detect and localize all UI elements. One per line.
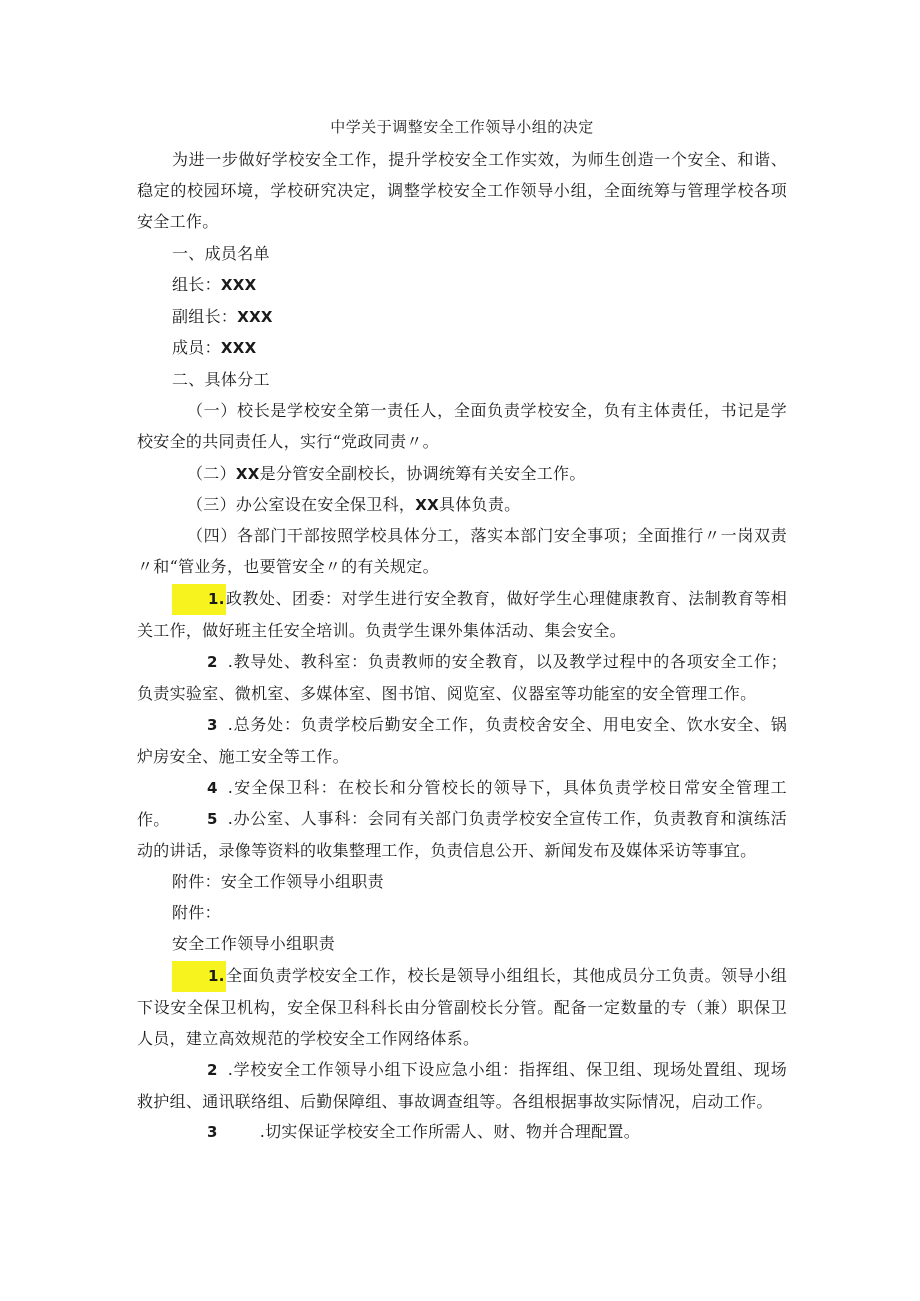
- members-line: [172, 332, 257, 364]
- division-3-text: 具体负责。: [438, 495, 521, 514]
- division-3-prefix: （三）办公室设在安全保卫科，: [187, 495, 416, 514]
- duty-text: .办公室、人事科：会同有关部门负责学校安全宣传工作，负责教育和演练活动的讲话，录像等资料的收集整理工作，负责信息公开、新闻发布及媒体采访等事宜。: [137, 809, 787, 860]
- members-value: XXX: [220, 339, 257, 357]
- responsibility-text: .学校安全工作领导小组下设应急小组：指挥组、保卫组、现场处置组、现场救护组、通讯联络组、后勤保障组、事故调查组等。各组根据事故实际情况，启动工作。: [137, 1060, 787, 1111]
- responsibility-number: 1.: [172, 961, 226, 992]
- attachment-label: 附件：: [172, 903, 221, 922]
- duty-number: 2: [207, 653, 218, 671]
- attachment-title: 安全工作领导小组职责: [172, 934, 336, 953]
- duty-item-3: [137, 709, 787, 772]
- division-item-3: [187, 489, 520, 521]
- division-item-1: （一）校长是学校安全第一责任人，全面负责学校安全，负有主体责任，书记是学校安全的共同责任人，实行“党政同责〃。: [137, 401, 787, 451]
- deputy-value: XXX: [237, 308, 273, 326]
- duty-number: 5: [207, 810, 218, 828]
- division-3-name: XX: [415, 496, 439, 514]
- deputy-line: [172, 301, 273, 333]
- section-heading-division: 二、具体分工: [172, 370, 270, 389]
- duty-text: .总务处：负责学校后勤安全工作，负责校舍安全、用电安全、饮水安全、锅炉房安全、施工安全等工作。: [137, 715, 787, 766]
- responsibility-text: .切实保证学校安全工作所需人、财、物并合理配置。: [259, 1122, 641, 1141]
- division-2-text: 是分管安全副校长，协调统筹有关安全工作。: [259, 464, 586, 483]
- responsibility-number: 2: [207, 1061, 218, 1079]
- responsibility-item-2: [137, 1054, 787, 1117]
- responsibility-text: 全面负责学校安全工作，校长是领导小组组长，其他成员分工负责。领导小组下设安全保卫机构，安全保卫科科长由分管副校长分管。配备一定数量的专（兼）职保卫人员，建立高效规范的学校安全工作网络体系。: [137, 966, 787, 1048]
- duty-number: 4: [207, 779, 218, 797]
- deputy-label: 副组长：: [172, 307, 238, 326]
- duty-number: 3: [207, 716, 218, 734]
- responsibility-item-1: [137, 960, 787, 1054]
- duty-item-1: [137, 583, 787, 646]
- attachment-reference: 附件：安全工作领导小组职责: [172, 872, 384, 891]
- members-label: 成员：: [172, 338, 221, 357]
- duty-text: .教导处、教科室：负责教师的安全教育，以及教学过程中的各项安全工作；负责实验室、微机室、多媒体室、图书馆、阅览室、仪器室等功能室的安全管理工作。: [137, 652, 787, 703]
- duty-item-2: [137, 646, 787, 709]
- responsibility-item-3: [137, 1116, 787, 1148]
- duty-item-5: [137, 803, 787, 866]
- leader-line: [172, 269, 257, 301]
- intro-paragraph: 为进一步做好学校安全工作，提升学校安全工作实效，为师生创造一个安全、和谐、稳定的校园环境，学校研究决定，调整学校安全工作领导小组，全面统筹与管理学校各项安全工作。: [137, 150, 787, 231]
- duty-number: 1.: [172, 584, 226, 615]
- section-heading-members: 一、成员名单: [172, 244, 270, 263]
- responsibility-number: 3: [207, 1123, 218, 1141]
- division-2-prefix: （二）: [187, 464, 236, 483]
- leader-value: XXX: [220, 276, 257, 294]
- duty-text: .安全保卫科：在校长和分管校长的领导下，具体负责学校日常安全管理工作。: [137, 778, 787, 829]
- division-2-name: XX: [235, 465, 260, 483]
- division-item-4: （四）各部门干部按照学校具体分工，落实本部门安全事项；全面推行〃一岗双责〃和“管业务，也要管安全〃的有关规定。: [137, 526, 787, 576]
- duty-text: 政教处、团委：对学生进行安全教育，做好学生心理健康教育、法制教育等相关工作，做好班主任安全培训。负责学生课外集体活动、集会安全。: [137, 589, 787, 640]
- document-title: 中学关于调整安全工作领导小组的决定: [330, 118, 594, 136]
- leader-label: 组长：: [172, 275, 221, 294]
- division-item-2: [187, 458, 586, 490]
